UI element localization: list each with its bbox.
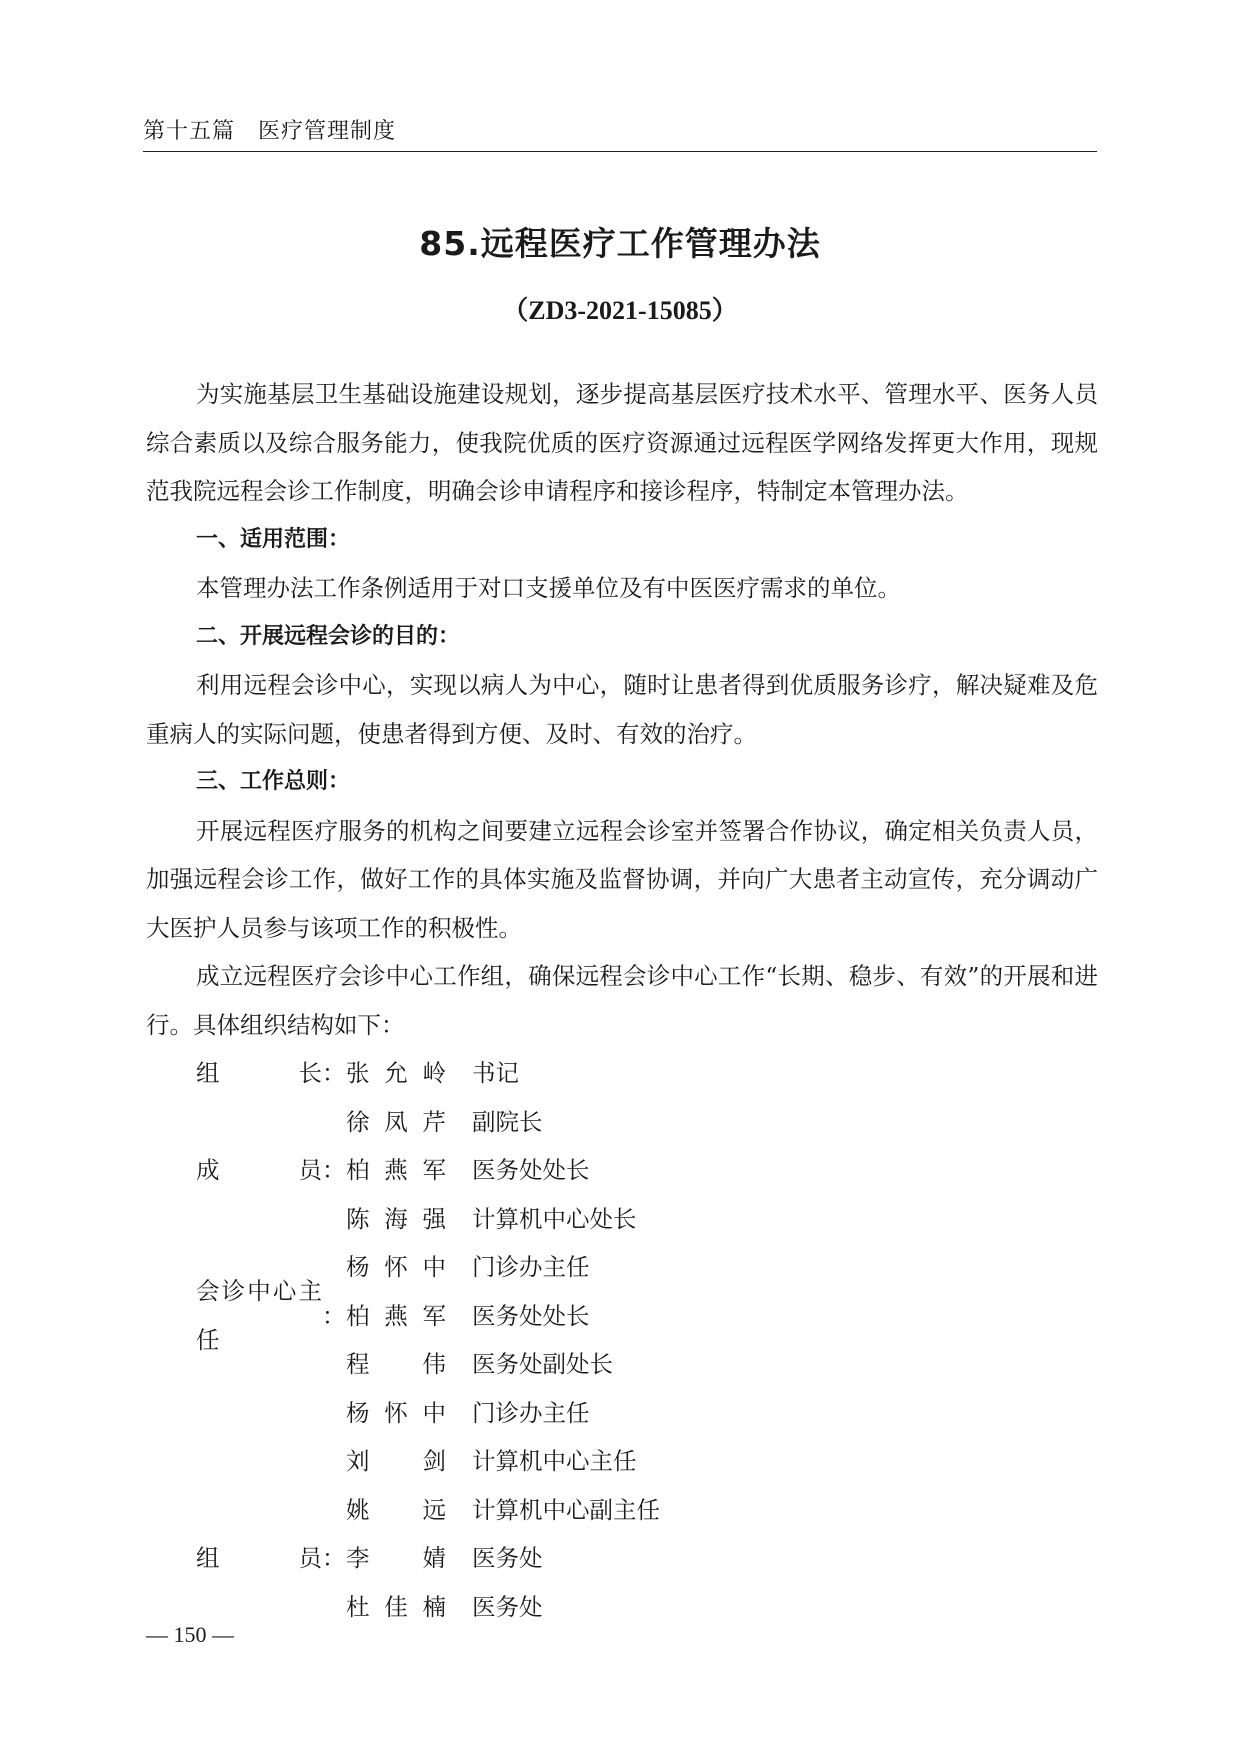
intro-paragraph: 为实施基层卫生基础设施建设规划，逐步提高基层医疗技术水平、管理水平、医务人员综合素质以及综合服务能力，使我院优质的医疗资源通过远程医学网络发挥更大作用，现规范我院远程会诊工作制度，明确会诊申请程序和接诊程序，特制定本管理办法。 [146,380,1098,505]
member-name: 杨怀中 [346,1398,446,1427]
org-row [146,1098,1098,1147]
org-colon: ： [322,1301,346,1330]
document-code: （ZD3-2021-15085） [502,296,738,325]
running-header: 第十五篇 医疗管理制度 [143,119,397,144]
org-row [146,1049,1098,1098]
org-row [146,1437,1098,1486]
document-title: 85.远程医疗工作管理办法 [419,224,821,263]
member-name: 陈海强 [346,1204,446,1233]
org-row [146,1195,1098,1244]
member-title: 医务处处长 [472,1156,590,1184]
page-number: — 150 — [146,1622,234,1647]
section-text-principles-1: 开展远程医疗服务的机构之间要建立远程会诊室并签署合作协议，确定相关负责人员，加强远程会诊工作，做好工作的具体实施及监督协调，并向广大患者主动宣传，充分调动广大医护人员参与该项工作的积极性。 [146,816,1098,942]
org-role: 会诊中心主任 [196,1277,322,1354]
member-title: 副院长 [472,1107,543,1136]
header-divider [143,151,1097,152]
member-name: 徐凤芹 [346,1107,446,1136]
member-name: 李婧 [346,1544,446,1572]
org-colon: ： [322,1156,346,1184]
org-role: 组长 [196,1059,322,1087]
member-name: 杜佳楠 [346,1592,446,1621]
org-role: 组员 [196,1544,322,1572]
member-name: 程伟 [346,1350,446,1378]
org-role: 成员 [196,1156,322,1184]
member-title: 医务处 [472,1592,543,1621]
member-title: 门诊办主任 [472,1398,590,1427]
org-row [146,1277,1098,1354]
org-row [146,1389,1098,1438]
org-row [146,1146,1098,1195]
member-name: 张允岭 [346,1059,446,1087]
member-title: 计算机中心处长 [472,1204,637,1233]
member-name: 柏燕军 [346,1156,446,1184]
member-title: 门诊办主任 [472,1253,590,1281]
section-heading-purpose: 二、开展远程会诊的目的： [196,623,461,649]
member-title: 计算机中心主任 [472,1447,637,1475]
document-body [146,370,1098,1631]
member-name: 刘剑 [346,1447,446,1475]
org-colon: ： [322,1544,346,1572]
member-title: 医务处处长 [472,1301,590,1330]
member-title: 医务处副处长 [472,1350,613,1378]
org-row [146,1583,1098,1632]
member-title: 书记 [472,1059,519,1087]
member-title: 医务处 [472,1544,543,1572]
organization-list [146,1049,1098,1631]
section-text-principles-2: 成立远程医疗会诊中心工作组，确保远程会诊中心工作“长期、稳步、有效”的开展和进行。具体组织结构如下： [146,962,1098,1039]
section-text-purpose: 利用远程会诊中心，实现以病人为中心，随时让患者得到优质服务诊疗，解决疑难及危重病人的实际问题，使患者得到方便、及时、有效的治疗。 [146,671,1098,748]
org-row [146,1486,1098,1535]
member-name: 姚远 [346,1495,446,1524]
member-name: 杨怀中 [346,1253,446,1281]
section-heading-principles: 三、工作总则： [196,769,351,794]
section-heading-scope: 一、适用范围： [196,526,351,552]
member-name: 柏燕军 [346,1301,446,1330]
org-row [146,1534,1098,1583]
section-text-scope: 本管理办法工作条例适用于对口支援单位及有中医医疗需求的单位。 [196,574,901,602]
member-title: 计算机中心副主任 [472,1495,660,1524]
org-colon: ： [322,1059,346,1087]
